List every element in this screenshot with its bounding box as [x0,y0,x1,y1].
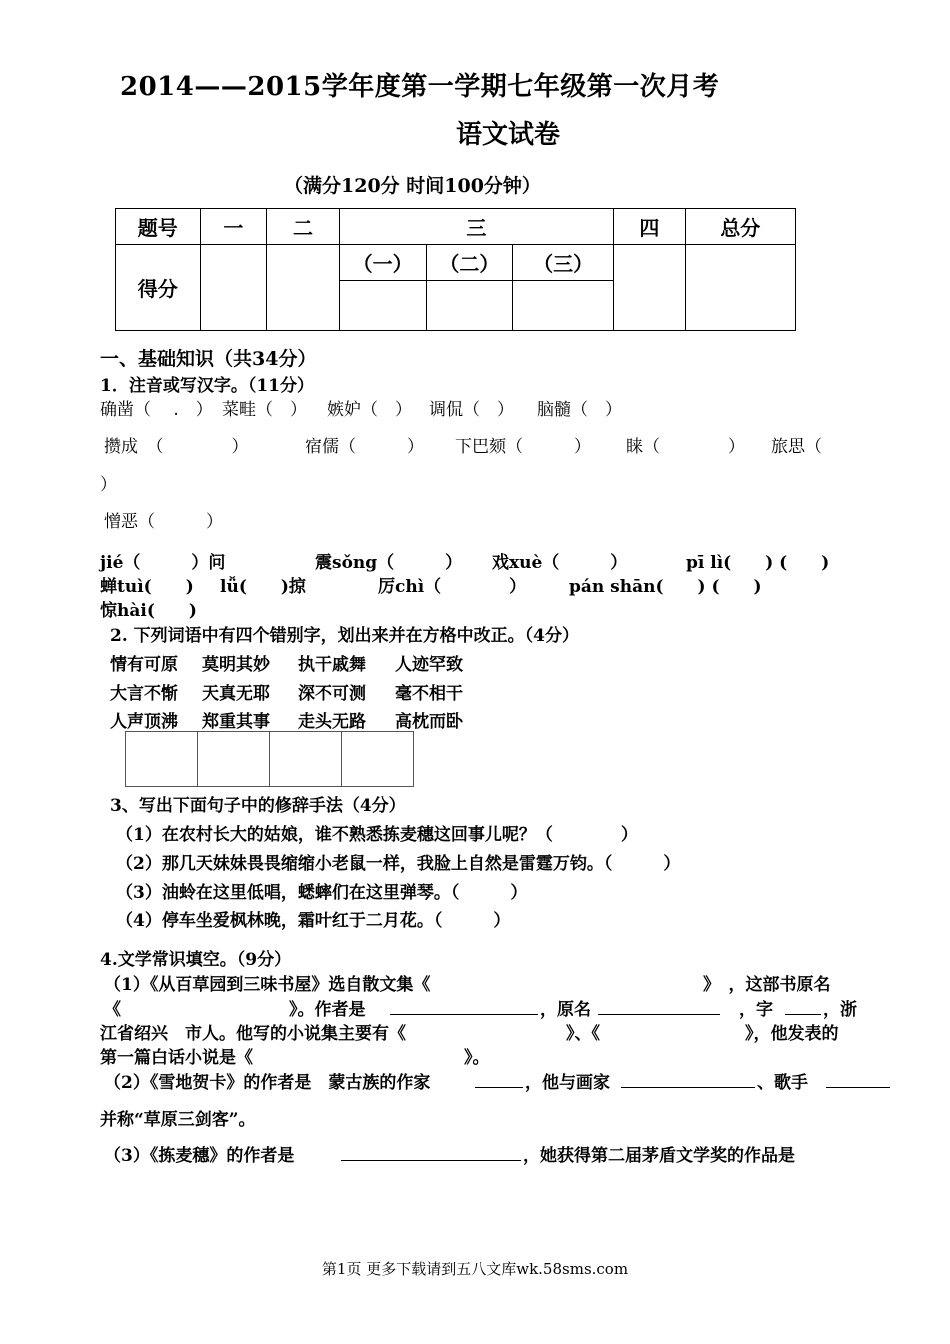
q2-prompt: 2. 下列词语中有四个错别字，划出来并在方格中改正。（4分） [110,626,579,646]
q4-text: 、歌手 [757,1073,808,1093]
q1-item: 确凿（ . ） [100,400,213,420]
header-cell: 二 [267,209,340,245]
correction-box[interactable] [269,731,342,787]
q1-prompt: 1．注音或写汉字。（11分） [100,376,314,396]
q1-item: 调侃（ ） [429,400,514,420]
q4-text: ，她获得第二届茅盾文学奖的作品是 [523,1146,795,1166]
q2-word: 人声顶沸 [110,712,178,732]
q2-word: 高枕而卧 [395,712,463,732]
answer-blank[interactable] [390,1014,538,1015]
answer-blank[interactable] [826,1087,890,1088]
sub-header-cell: （一） [339,245,426,281]
q2-word: 走头无路 [298,712,366,732]
q1-item: 宿儒（ ） [305,437,424,457]
q3-item: （3）油蛉在这里低唱，蟋蟀们在这里弹琴。（ ） [116,883,528,903]
q3-item: （1）在农村长大的姑娘，谁不熟悉拣麦穗这回事儿呢？（ ） [116,825,638,845]
q3-item: （4）停车坐爱枫林晚，霜叶红于二月花。（ ） [116,911,511,931]
exam-subject: 语文试卷 [456,120,561,150]
q1-pinyin-item: pī lì( ) ( ) [686,553,830,573]
q4-text: 》。 [464,1048,490,1068]
score-table [115,208,796,331]
q3-prompt: 3、写出下面句子中的修辞手法（4分） [110,796,406,816]
sub-header-cell: （二） [426,245,513,281]
q4-text: ，他与画家 [525,1073,610,1093]
q2-word: 莫明其妙 [202,655,270,675]
header-cell: 题号 [116,209,201,245]
score-cell [685,245,795,331]
q2-word: 人迹罕致 [395,655,463,675]
exam-score-time: （满分120分 时间100分钟） [284,175,541,197]
row-label: 得分 [116,245,201,331]
q2-word: 大言不惭 [110,684,178,704]
correction-grid [125,731,413,787]
q1-pinyin-item: 震sǒng（ ） [315,553,463,573]
q1-item: 下巴颏（ ） [455,437,591,457]
q1-pinyin-item: 厉chì（ ） [378,577,527,597]
q1-item: 旅思（ [771,437,822,457]
q4-text: 》，他发表的 [745,1024,839,1044]
q3-item: （2）那几天妹妹畏畏缩缩小老鼠一样，我脸上自然是雷霆万钧。（ ） [116,854,681,874]
q4-text: 第一篇白话小说是《 [100,1048,253,1068]
q4-prompt: 4.文学常识填空。（9分） [100,950,292,970]
q1-item: 攒成 （ ） [104,437,249,457]
correction-box[interactable] [197,731,270,787]
q1-item: 憎恶（ ） [104,512,223,532]
q4-text: 并称“草原三剑客”。 [100,1110,256,1130]
q4-text: 》、《 [566,1024,600,1044]
header-cell: 三 [339,209,613,245]
q1-pinyin-item: lǚ( )掠 [220,577,306,597]
score-cell [614,245,686,331]
q1-pinyin-item: 戏xuè（ ） [492,553,628,573]
exam-title: 2014——2015学年度第一学期七年级第一次月考 [120,72,720,102]
answer-blank[interactable] [785,1014,821,1015]
q4-text: 》 ，这部书原名 [703,975,831,995]
q4-text: 《 [104,1000,121,1020]
answer-blank[interactable] [621,1087,755,1088]
header-cell: 总分 [685,209,795,245]
q4-text: （2）《雪地贺卡》的作者是 蒙古族的作家 [104,1073,431,1093]
section1-heading: 一、基础知识（共34分） [100,348,317,370]
q2-word: 毫不相干 [395,684,463,704]
q1-pinyin-item: jié（ ）问 [100,553,226,573]
q2-word: 郑重其事 [202,712,270,732]
score-cell [339,281,426,331]
score-cell [426,281,513,331]
q2-word: 天真无耶 [202,684,270,704]
q1-pinyin-item: pán shān( ) ( ) [569,577,762,597]
page-footer: 第1页 更多下载请到五八文库wk.58sms.com [321,1260,629,1278]
q1-item: 嫉妒（ ） [327,400,412,420]
answer-blank[interactable] [341,1160,521,1161]
q4-text: ，浙 [823,1000,857,1020]
q1-item: 脑髓（ ） [537,400,622,420]
score-cell [200,245,267,331]
q1-pinyin-item: 蝉tuì( ) [100,577,194,597]
q1-item: 菜畦（ ） [222,400,307,420]
answer-blank[interactable] [598,1014,720,1015]
score-cell [267,245,340,331]
header-cell: 一 [200,209,267,245]
q4-text: （1）《从百草园到三味书屋》选自散文集《 [104,975,431,995]
q4-text: 》。作者是 [289,1000,366,1020]
correction-box[interactable] [125,731,198,787]
answer-blank[interactable] [475,1087,523,1088]
q4-text: （3）《拣麦穗》的作者是 [104,1146,295,1166]
q4-text: ，字 [722,1000,773,1020]
q4-text: 江省绍兴 市人。他写的小说集主要有《 [100,1024,406,1044]
q2-word: 情有可原 [110,655,178,675]
correction-box[interactable] [341,731,414,787]
score-cell [513,281,614,331]
q1-pinyin-item: 惊hài( ) [100,601,197,621]
q4-text: ，原名 [540,1000,591,1020]
q2-word: 深不可测 [298,684,366,704]
q1-item: ） [100,475,117,495]
q2-word: 执干戚舞 [298,655,366,675]
sub-header-cell: （三） [513,245,614,281]
header-cell: 四 [614,209,686,245]
q1-item: 睐（ ） [626,437,745,457]
